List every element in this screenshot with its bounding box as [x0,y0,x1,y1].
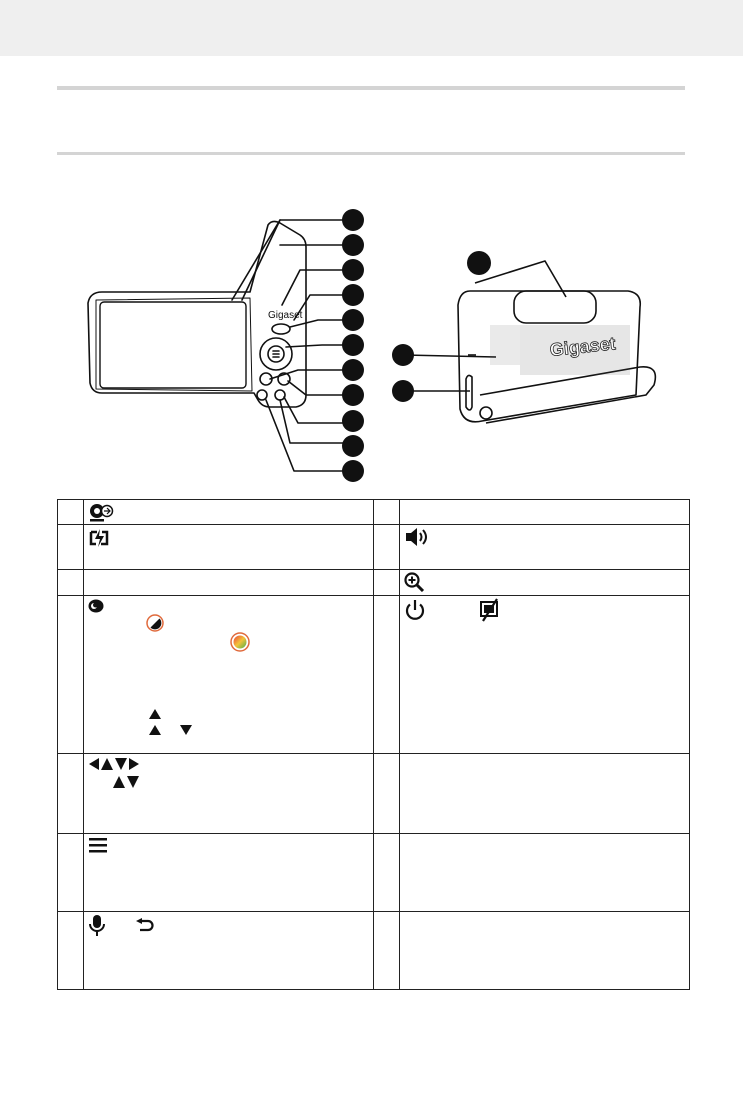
up-arrow-icon [148,708,162,720]
menu-icon [88,836,108,854]
nav-left-icon [88,757,100,771]
zoom-in-icon [404,572,426,592]
screen-off-icon [477,598,503,622]
night-mode-icon [88,599,104,613]
nav-up-icon [100,757,114,771]
nav-down-icon [114,757,128,771]
speaker-volume-icon [404,527,430,547]
back-brand-label: Gigaset [548,333,617,361]
page-header-band [0,0,743,56]
power-icon [404,599,426,621]
device-diagram [0,195,743,495]
down-arrow-icon [179,724,193,736]
microphone-icon [88,914,106,938]
camera-icon [88,502,114,522]
back-icon [135,918,155,934]
legend-table [57,499,690,990]
front-screen [100,302,246,388]
down-arrow-icon [126,775,140,789]
nav-right-icon [128,757,140,771]
legend-row-7 [58,912,690,990]
up-arrow-icon [148,724,162,736]
legend-row-4 [58,596,690,754]
legend-row-3 [58,570,690,596]
bw-mode-icon [146,614,164,632]
front-brand-label: Gigaset [268,310,303,321]
section-rule-bottom [57,152,685,155]
color-mode-icon [230,632,250,652]
charging-icon [88,527,110,549]
legend-row-2 [58,525,690,570]
section-rule-top [57,86,685,90]
legend-row-5 [58,754,690,834]
legend-row-6 [58,834,690,912]
up-arrow-icon [112,775,126,789]
legend-row-1 [58,500,690,525]
